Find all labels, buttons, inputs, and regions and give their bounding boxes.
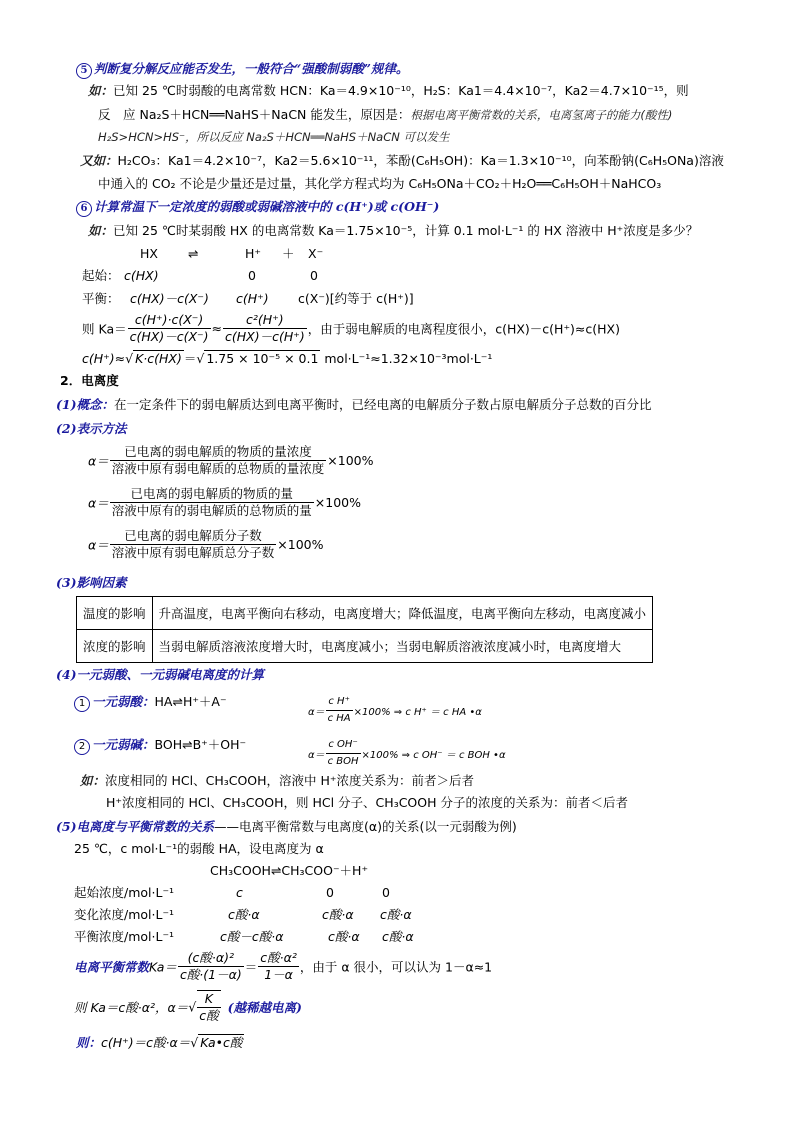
table-row [77,630,653,663]
s6-start-x: 0 [310,268,318,283]
alpha-formula-3: α＝ $\frac{\text{已电离的弱电解质分子数}}{\text{溶液中原有弱电解质总分子数}}$ ×100% [88,528,324,560]
weak-base-formula: α＝ $\frac{\text{c OH⁻}}{\text{c BOH}}$ ×100% ⇒ c OH⁻ ＝ c BOH •α [308,739,506,767]
row3-a: c酸－c酸·α [220,929,284,944]
row2-c: c酸·α [380,907,412,922]
s5-example2-line2: 中通入的 CO₂ 不论是少量还是过量，其化学方程式均为 C₆H₅ONa＋CO₂＋H₂O══C₆H₅OH＋NaHCO₃ [98,176,662,191]
s6-eq-val1: c(HX)－c(X⁻) [130,291,209,306]
row3-label: 平衡浓度/mol·L⁻¹ [74,929,175,944]
s6-start-h: 0 [248,268,256,283]
row1-c: 0 [382,885,390,900]
weak-acid-line: 1 一元弱酸：HA⇌H⁺＋A⁻ [74,693,227,712]
equilibrium-arrow: ⇌ [188,246,199,261]
row1-label: 起始浓度/mol·L⁻¹ [74,885,175,900]
s5-example2-line1: 又如：H₂CO₃：Ka1＝4.2×10⁻⁷，Ka2＝5.6×10⁻¹¹，苯酚(C₆H₅OH)：Ka＝1.3×10⁻¹⁰，向苯酚钠(C₆H₅ONa)溶液 [80,153,724,168]
s6-eq-plus: ＋ [282,246,295,261]
s6-eq-hx: HX [140,246,158,261]
s6-eq-val2: c(H⁺) [236,291,269,306]
section-2-title: 2．电离度 [60,373,119,388]
section-6-title: 6 计算常温下一定浓度的弱酸或弱碱溶液中的 c(H⁺)或 c(OH⁻) [76,198,439,217]
factors-label: (3)影响因素 [56,575,127,590]
row2-b: c酸·α [322,907,354,922]
alpha-formula-1: α＝ $\frac{\text{已电离的弱电解质的物质的量浓度}}{\text{溶液中原有弱电解质的总物质的量浓度}}$ ×100% [88,444,374,476]
relation-intro: 25 ℃，c mol·L⁻¹的弱酸 HA，设电离度为 α [74,841,324,856]
s5-example-line3: H₂S>HCN>HS⁻，所以反应 Na₂S＋HCN══NaHS＋NaCN 可以发生 [98,130,450,144]
relation-equation: CH₃COOH⇌CH₃COO⁻＋H⁺ [210,863,369,878]
table-cell: 温度的影响 [77,597,153,630]
s5-example-line2: 反 应 Na₂S＋HCN══NaHS＋NaCN 能发生，原因是：根据电离平衡常数的关系，电离氢离子的能力(酸性) [98,107,673,122]
s6-eq-x: X⁻ [308,246,324,261]
s6-start-hx: c(HX) [124,268,159,283]
table-cell: 升高温度，电离平衡向右移动，电离度增大；降低温度，电离平衡向左移动，电离度减小 [152,597,653,630]
weak-acid-formula: α＝ $\frac{\text{c H⁺}}{\text{c HA}}$ ×100% ⇒ c H⁺ ＝ c HA •α [308,696,482,724]
calc-label: (4)一元弱酸、一元弱碱电离度的计算 [56,667,265,682]
table-cell: 当弱电解质溶液浓度增大时，电离度减小；当弱电解质溶液浓度减小时，电离度增大 [152,630,653,663]
row2-a: c酸·α [228,907,260,922]
ka-expression: 则 Ka＝ $\frac{c(H^+)\cdot c(X^-)}{c(HX)-c(X^-)}$ ≈ $\frac{\text{c²(H⁺)}}{c(HX)-c(H^+)}$ ，由于弱电解质的电离程度很小，c(HX)－c(H⁺)≈c(HX) [82,312,620,344]
concept-line: (1)概念：在一定条件下的弱电解质达到电离平衡时，已经电离的电解质分子数占原电解质分子总数的百分比 [56,397,652,412]
row2-label: 变化浓度/mol·L⁻¹ [74,907,175,922]
table-cell: 浓度的影响 [77,630,153,663]
relation-heading: (5)电离度与平衡常数的关系——电离平衡常数与电离度(α)的关系(以一元弱酸为例) [56,819,517,834]
factors-table [76,596,653,663]
ch-calculation: c(H⁺)≈√ K·c(HX) ＝√ 1.75 × 10⁻⁵ × 0.1 mol·L⁻¹≈1.32×10⁻³mol·L⁻¹ [82,351,493,366]
s6-eq-val3: c(X⁻)[约等于 c(H⁺)] [298,291,414,306]
ionization-constant-expression: 电离平衡常数Ka＝ $\frac{\text{(c酸·α)²}}{\text{c酸·(1－α)}}$ ＝ $\frac{\text{c酸·α²}}{1-\alpha}$ ，由于 α 很小，可以认为 1－α≈1 [74,950,493,982]
section-5-title: 5 判断复分解反应能否发生，一般符合“强酸制弱酸”规律。 [76,60,408,79]
weak-base-line: 2 一元弱碱：BOH⇌B⁺＋OH⁻ [74,736,246,755]
s6-example: 如：已知 25 ℃时某弱酸 HX 的电离常数 Ka＝1.75×10⁻⁵，计算 0.1 mol·L⁻¹ 的 HX 溶液中 H⁺浓度是多少？ [88,223,699,238]
row3-c: c酸·α [382,929,414,944]
calc-example-line2: H⁺浓度相同的 HCl、CH₃COOH，则 HCl 分子、CH₃COOH 分子的浓度的关系为：前者＜后者 [106,795,628,810]
s6-eq-label: 平衡： [82,291,120,306]
s5-example-line1: 如：已知 25 ℃时弱酸的电离常数 HCN：Ka＝4.9×10⁻¹⁰，H₂S：Ka1＝4.4×10⁻⁷，Ka2＝4.7×10⁻¹⁵，则 [88,83,689,98]
calc-example-line1: 如：浓度相同的 HCl、CH₃COOH，溶液中 H⁺浓度关系为：前者＞后者 [80,773,475,788]
row1-b: 0 [326,885,334,900]
final-expression: 则：c(H⁺)＝c酸·α＝√ Ka•c酸 [76,1035,243,1050]
row1-a: c [236,885,243,900]
s6-start-label: 起始： [82,268,120,283]
alpha-derivation: 则 Ka＝c酸·α²，α＝√ $\frac{K}{\text{c酸}}$ (越稀越电离) [74,991,302,1023]
s6-eq-h: H⁺ [245,246,261,261]
alpha-formula-2: α＝ $\frac{\text{已电离的弱电解质的物质的量}}{\text{溶液中原有的弱电解质的总物质的量}}$ ×100% [88,486,361,518]
repr-label: (2)表示方法 [56,421,127,436]
table-row [77,597,653,630]
row3-b: c酸·α [328,929,360,944]
